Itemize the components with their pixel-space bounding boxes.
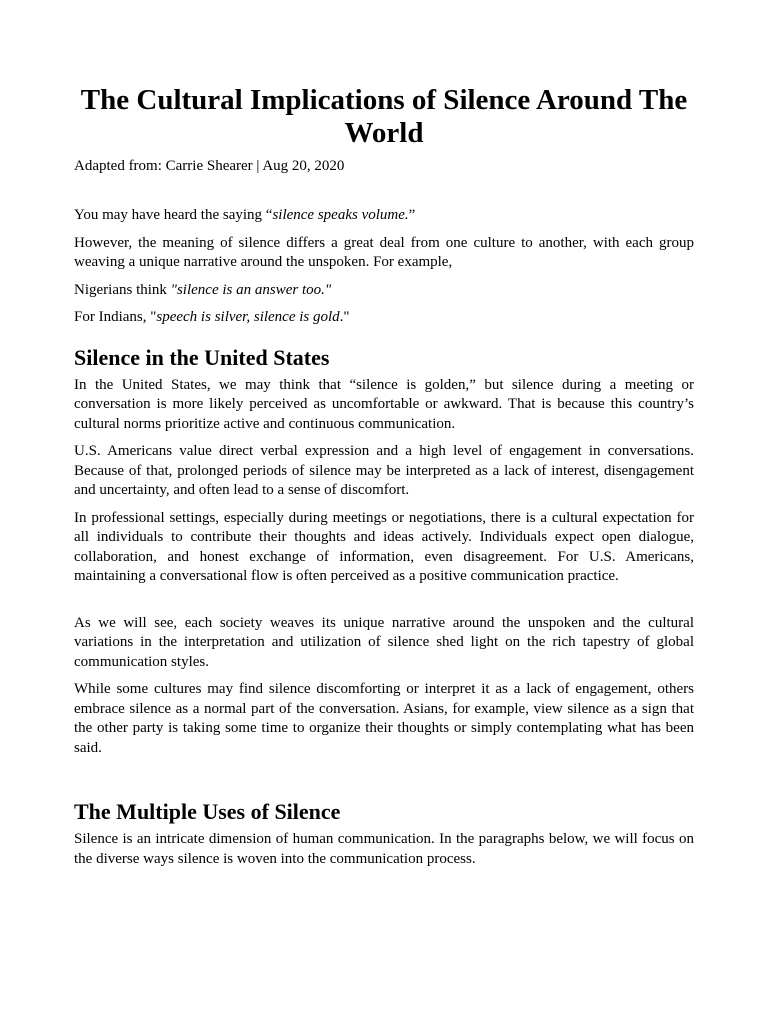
uses-paragraph: Silence is an intricate dimension of human communication. In the paragraphs below, we will focus on the diverse ways silence is woven into the communication process.: [74, 831, 694, 867]
intro-p1-quote: silence speaks volume.: [272, 207, 409, 223]
intro-p4-prefix: For Indians, ": [74, 309, 157, 325]
global-paragraph: While some cultures may find silence discomforting or interpret it as a lack of engagement, others embrace silence as a normal part of the conversation. Asians, for example, view silence as a sign that the other party is taking some time to organize their thoughts or simply contemplating what has been said.: [74, 681, 694, 756]
us-paragraph: In professional settings, especially during meetings or negotiations, there is a cultural expectation for all individuals to contribute their thoughts and ideas actively. Individuals expect open dialogue, collaboration, and honest exchange of information, even disagreement. For U.S. Americans, maintaining a conversational flow is often perceived as a positive communication practice.: [74, 509, 694, 584]
us-paragraph: In the United States, we may think that “silence is golden,” but silence during a meeting or conversation is more likely perceived as uncomfortable or awkward. That is because this country’s cultural norms prioritize active and continuous communication.: [74, 376, 694, 432]
intro-p1-prefix: You may have heard the saying “: [74, 207, 273, 223]
section-heading-us: Silence in the United States: [74, 344, 330, 370]
intro-paragraph-3: [74, 281, 694, 301]
intro-p4-quote: speech is silver, silence is gold: [156, 309, 340, 325]
intro-paragraph-1: [74, 206, 694, 226]
intro-p4-suffix: .": [339, 309, 350, 325]
intro-paragraph-2: However, the meaning of silence differs a great deal from one culture to another, with each group weaving a unique narrative around the unspoken. For example,: [74, 234, 694, 270]
intro-p3-quote: "silence is an answer too.": [170, 281, 332, 298]
document-title: The Cultural Implications of Silence Around The World: [80, 84, 688, 149]
byline: Adapted from: Carrie Shearer | Aug 20, 2020: [74, 158, 345, 174]
section-heading-uses: The Multiple Uses of Silence: [74, 799, 341, 824]
intro-paragraph-4: [74, 308, 694, 328]
intro-p3-prefix: Nigerians think: [74, 281, 171, 298]
global-paragraph: As we will see, each society weaves its unique narrative around the unspoken and the cultural variations in the interpretation and utilization of silence shed light on the rich tapestry of global communication styles.: [74, 614, 694, 670]
intro-p1-suffix: ”: [408, 207, 416, 223]
us-paragraph: U.S. Americans value direct verbal expression and a high level of engagement in conversations. Because of that, prolonged periods of silence may be interpreted as a lack of interest, disengagement and uncertainty, and often lead to a sense of discomfort.: [74, 443, 694, 498]
